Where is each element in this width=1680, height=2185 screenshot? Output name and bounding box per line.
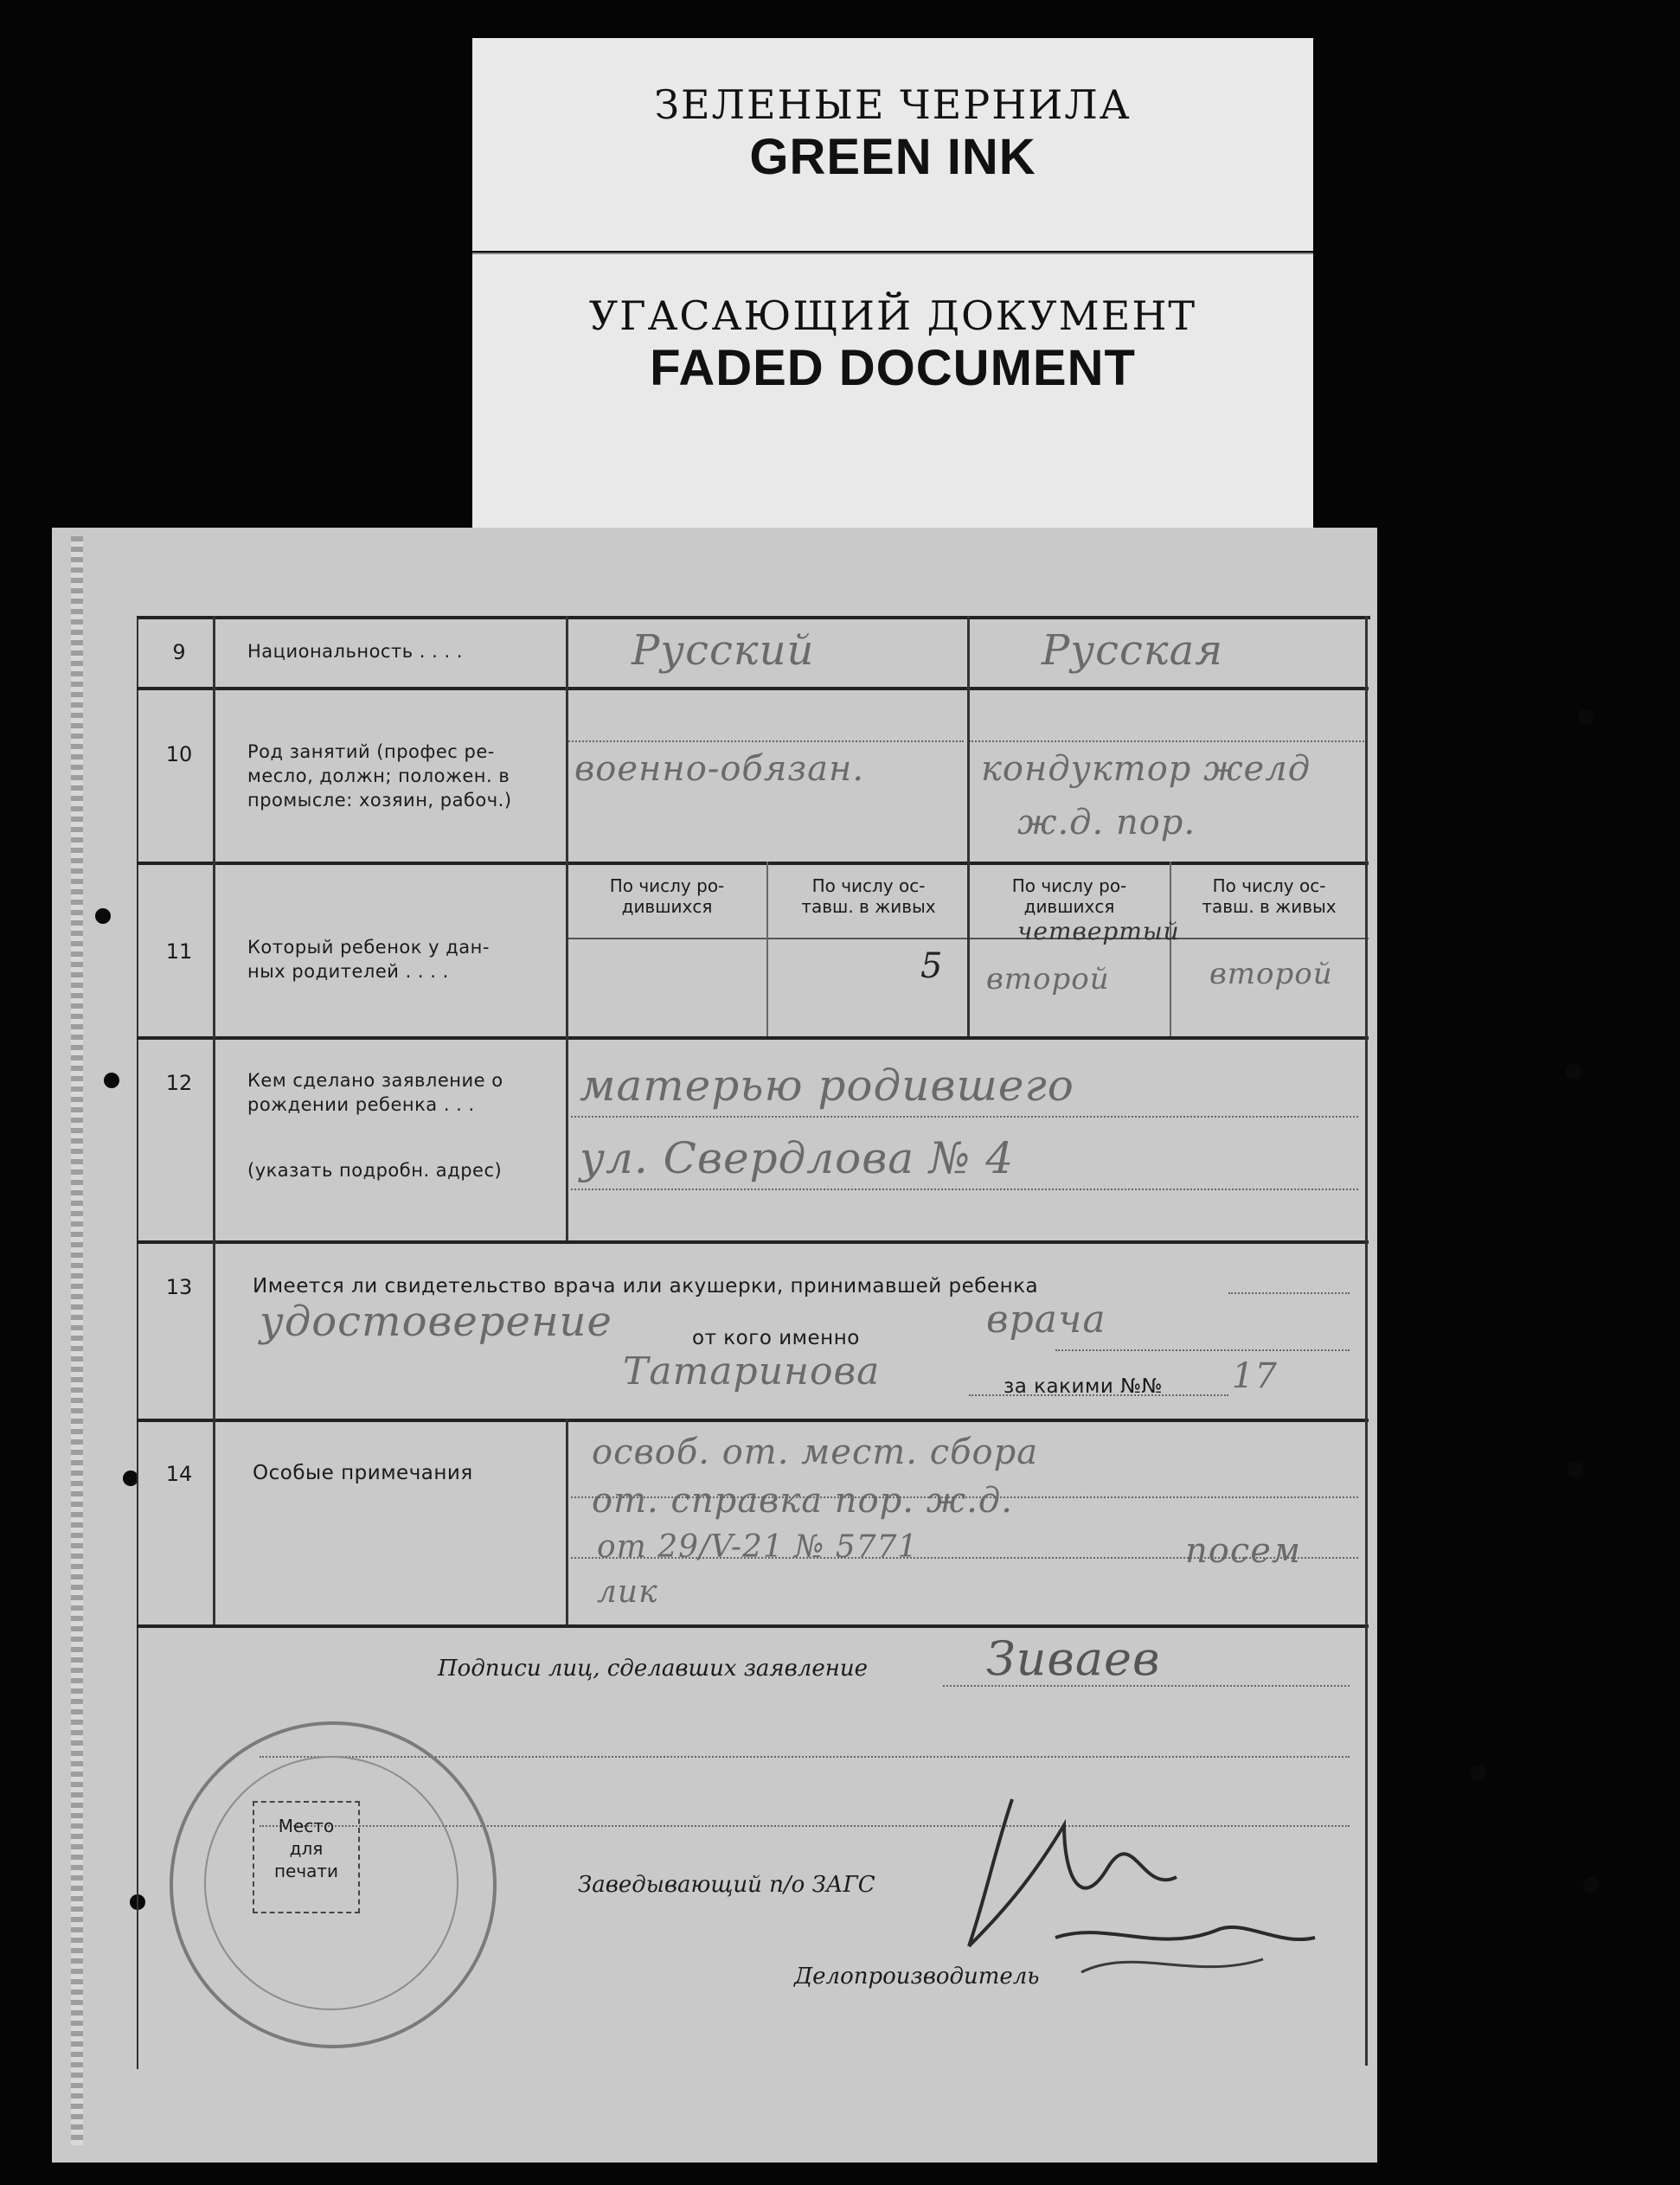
row-13-handwriting-3: Татаринова — [623, 1349, 881, 1394]
row-11-handwriting-4: второй — [1209, 957, 1333, 991]
row-12-handwriting-2: ул. Свердлова № 4 — [580, 1133, 1015, 1183]
row-12-handwriting-1: матерью родившего — [580, 1060, 1074, 1111]
row-11-handwriting-1: 5 — [920, 946, 944, 986]
applicants-signature-label: Подписи лиц, сделавших заявление — [438, 1656, 868, 1682]
row-14-handwriting-1: освоб. от. мест. сбора — [592, 1432, 1039, 1472]
green-ink-ru: ЗЕЛЕНЫЕ ЧЕРНИЛА — [654, 81, 1132, 128]
torn-edge — [71, 536, 83, 2145]
row-11-handwriting-2: второй — [986, 962, 1110, 996]
row-13-which-label: за какими №№ — [1004, 1375, 1163, 1398]
row-13-from-label: от кого именно — [692, 1327, 860, 1349]
row-11-col-mother-born: По числу ро- дившихся — [1011, 875, 1127, 917]
zags-head-label: Заведывающий п/о ЗАГС — [578, 1872, 875, 1898]
row-10-father-handwriting: военно-обязан. — [574, 749, 865, 789]
row-11-handwriting-3: четвертый — [1017, 917, 1180, 945]
punch-hole — [1568, 1462, 1583, 1477]
seal-place-box — [253, 1801, 360, 1913]
row-12-label-2: рождении ребенка . . . — [247, 1094, 475, 1115]
row-10-label-1: Род занятий (профес ре- — [247, 741, 495, 762]
row-14-handwriting-2: от. справка пор. ж.д. — [592, 1481, 1013, 1521]
applicants-signature: Зиваев — [986, 1631, 1161, 1686]
row-10-number: 10 — [165, 742, 193, 766]
row-9-number: 9 — [172, 640, 186, 664]
row-13-label: Имеется ли свидетельство врача или акушерки, принимавшей ребенка — [253, 1275, 1039, 1298]
punch-hole — [1471, 1765, 1486, 1780]
row-11-col-father-born: По числу ро- дившихся — [609, 875, 725, 917]
row-14-handwriting-5: лик — [597, 1574, 658, 1610]
row-10-label-3: промысле: хозяин, рабоч.) — [247, 790, 512, 811]
punch-hole — [1566, 1064, 1581, 1080]
row-13-handwriting-1: удостоверение — [260, 1298, 612, 1346]
row-10-mother-handwriting-2: ж.д. пор. — [1017, 803, 1196, 843]
row-14-number: 14 — [165, 1462, 193, 1486]
row-11-label-2: ных родителей . . . . — [247, 961, 449, 982]
row-14-handwriting-3: от 29/V-21 № 5771 — [597, 1529, 919, 1565]
punch-hole — [1578, 709, 1593, 725]
row-9-label: Национальность . . . . — [247, 641, 463, 662]
clerk-label: Делопроизводитель — [794, 1964, 1040, 1990]
row-11-number: 11 — [165, 939, 193, 964]
seal-place-label: Место для печати — [273, 1816, 339, 1881]
row-11-col-father-alive: По числу ос- тавш. в живых — [801, 875, 936, 917]
row-12-number: 12 — [165, 1071, 193, 1095]
row-13-number: 13 — [165, 1275, 193, 1299]
row-9-father-handwriting: Русский — [632, 626, 815, 675]
head-signature — [934, 1773, 1332, 2015]
row-13-handwriting-2: врача — [986, 1298, 1106, 1342]
faded-document-label — [472, 253, 1313, 529]
punch-hole — [95, 908, 111, 924]
faded-en: FADED DOCUMENT — [650, 340, 1136, 396]
row-10-label-2: месло, должн; положен. в — [247, 766, 510, 786]
row-9-mother-handwriting: Русская — [1042, 626, 1223, 675]
green-ink-en: GREEN INK — [749, 129, 1036, 185]
row-11-label-1: Который ребенок у дан- — [247, 937, 490, 958]
punch-hole — [104, 1073, 119, 1088]
green-ink-label — [472, 38, 1313, 251]
row-10-mother-handwriting-1: кондуктор желд — [981, 749, 1311, 789]
row-13-handwriting-4: 17 — [1232, 1356, 1278, 1396]
row-14-label: Особые примечания — [253, 1462, 473, 1484]
row-12-label-1: Кем сделано заявление о — [247, 1070, 503, 1091]
faded-ru: УГАСАЮЩИЙ ДОКУМЕНТ — [588, 292, 1197, 339]
row-11-col-mother-alive: По числу ос- тавш. в живых — [1202, 875, 1337, 917]
punch-hole — [1583, 1877, 1599, 1893]
row-12-label-3: (указать подробн. адрес) — [247, 1160, 503, 1181]
row-14-handwriting-4: посем — [1185, 1531, 1302, 1571]
